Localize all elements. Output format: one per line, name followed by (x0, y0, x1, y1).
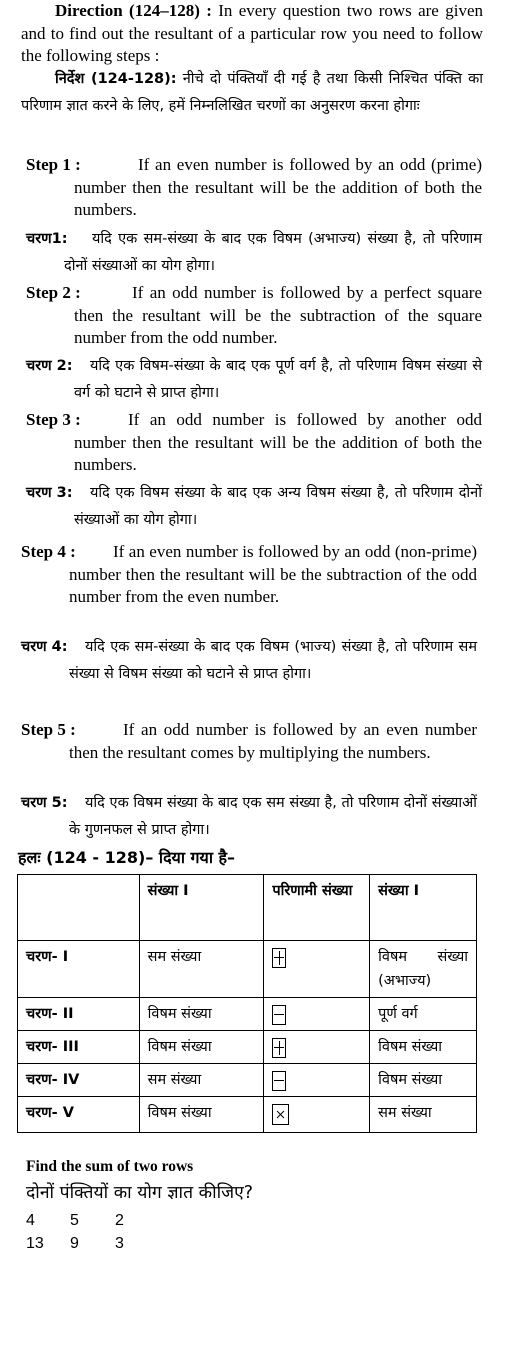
step-2-text: If an odd number is followed by a perfect square then the resultant will be the subtraction of the square number from the odd number. (74, 283, 482, 347)
number-b-cell: विषम संख्या (370, 1031, 477, 1064)
solution-heading: हलः (124 - 128)– दिया गया है– (18, 848, 236, 867)
row-value: 13 (26, 1235, 44, 1252)
step-2-hi-label: चरण 2: (26, 358, 73, 374)
step-4-hi-label: चरण 4: (21, 639, 68, 655)
steps-table (17, 874, 477, 1133)
direction-en (21, 0, 483, 68)
question-en: Find the sum of two rows (26, 1158, 194, 1175)
number-a-cell: सम संख्या (139, 1064, 264, 1097)
row-value: 2 (115, 1212, 124, 1229)
number-b-cell: सम संख्या (370, 1097, 477, 1133)
row-value: 5 (70, 1212, 79, 1229)
minus-icon (272, 1005, 286, 1025)
step-1-hi-label: चरण1: (26, 231, 68, 247)
direction-text: In every question two rows are given and to find out the resultant of a particular row you need to follow the following steps : (21, 1, 483, 65)
step-cell: चरण- V (18, 1097, 140, 1133)
plus-icon (272, 1038, 286, 1058)
number-b-cell: विषम संख्या (अभाज्य) (370, 941, 477, 998)
step-1-hi (26, 226, 482, 282)
number-a-cell: विषम संख्या (139, 1097, 264, 1133)
question-hi: दोनों पंक्तियों का योग ज्ञात कीजिए? (26, 1183, 254, 1203)
step-4-label: Step 4 : (21, 542, 76, 561)
table-header-cell: संख्या I (370, 875, 477, 941)
step-3-hi (26, 480, 482, 536)
operator-cell (264, 1031, 370, 1064)
direction-label: Direction (124–128) : (55, 1, 212, 20)
number-b-cell: विषम संख्या (370, 1064, 477, 1097)
step-2-label: Step 2 : (26, 283, 81, 302)
step-5-hi-label: चरण 5: (21, 795, 68, 811)
direction-hi-label: निर्देश (124-128): (55, 71, 177, 87)
multiply-icon (272, 1104, 289, 1125)
step-3-hi-label: चरण 3: (26, 485, 73, 501)
operator-cell (264, 1064, 370, 1097)
number-a-cell: सम संख्या (139, 941, 264, 998)
step-5-hi-text: यदि एक विषम संख्या के बाद एक सम संख्या है, तो परिणाम दोनों संख्याओं के गुणनफल से प्राप्त होगा। (69, 795, 477, 838)
direction-hi (21, 66, 483, 119)
table-header-row (18, 875, 477, 941)
step-4-hi-text: यदि एक सम-संख्या के बाद एक विषम (भाज्य) संख्या है, तो परिणाम सम संख्या से विषम संख्या को घटाने से प्राप्त होगा। (69, 639, 477, 682)
step-1-text: If an even number is followed by an odd (prime) number then the resultant will be the addition of both the numbers. (74, 155, 482, 219)
direction-hi-text: नीचे दो पंक्तियाँ दी गई है तथा किसी निश्चित पंक्ति का परिणाम ज्ञात करने के लिए, हमें निम्नलिखित चरणों का अनुसरण करना होगाः (21, 71, 483, 114)
table-header-cell: परिणामी संख्या (264, 875, 370, 941)
step-3-text: If an odd number is followed by another odd number then the resultant will be the addition of both the numbers. (74, 410, 482, 474)
table-row (18, 941, 477, 998)
row-value: 3 (115, 1235, 124, 1252)
step-2-hi (26, 353, 482, 409)
table-header-cell: संख्या I (139, 875, 264, 941)
plus-icon (272, 948, 286, 968)
table-row (18, 1031, 477, 1064)
step-cell: चरण- IV (18, 1064, 140, 1097)
step-cell: चरण- III (18, 1031, 140, 1064)
step-5-label: Step 5 : (21, 720, 76, 739)
step-1-hi-text: यदि एक सम-संख्या के बाद एक विषम (अभाज्य) संख्या है, तो परिणाम दोनों संख्याओं का योग होगा। (64, 231, 482, 274)
number-a-cell: विषम संख्या (139, 1031, 264, 1064)
step-5-text: If an odd number is followed by an even number then the resultant comes by multiplying the numbers. (69, 720, 477, 762)
table-row (18, 1064, 477, 1097)
step-4 (21, 541, 477, 631)
row-value: 9 (70, 1235, 79, 1252)
table-header-cell (18, 875, 140, 941)
step-2-hi-text: यदि एक विषम-संख्या के बाद एक पूर्ण वर्ग है, तो परिणाम विषम संख्या से वर्ग को घटाने से प्राप्त होगा। (74, 358, 482, 401)
table-row (18, 1097, 477, 1133)
row-value: 4 (26, 1212, 35, 1229)
step-1-label: Step 1 : (26, 155, 81, 174)
number-a-cell: विषम संख्या (139, 998, 264, 1031)
step-3-label: Step 3 : (26, 410, 81, 429)
step-4-text: If an even number is followed by an odd (non-prime) number then the resultant will be the subtraction of the odd number from the even number. (69, 542, 477, 606)
step-5-hi (21, 790, 477, 846)
table-row (18, 998, 477, 1031)
operator-cell (264, 1097, 370, 1133)
step-4-hi (21, 634, 477, 714)
minus-icon (272, 1071, 286, 1091)
step-5 (21, 719, 477, 787)
step-3 (26, 409, 482, 477)
operator-cell (264, 998, 370, 1031)
number-b-cell: पूर्ण वर्ग (370, 998, 477, 1031)
step-2 (26, 282, 482, 350)
step-1 (26, 154, 482, 222)
operator-cell (264, 941, 370, 998)
step-cell: चरण- II (18, 998, 140, 1031)
step-3-hi-text: यदि एक विषम संख्या के बाद एक अन्य विषम संख्या है, तो परिणाम दोनों संख्याओं का योग होगा। (74, 485, 482, 528)
step-cell: चरण- I (18, 941, 140, 998)
